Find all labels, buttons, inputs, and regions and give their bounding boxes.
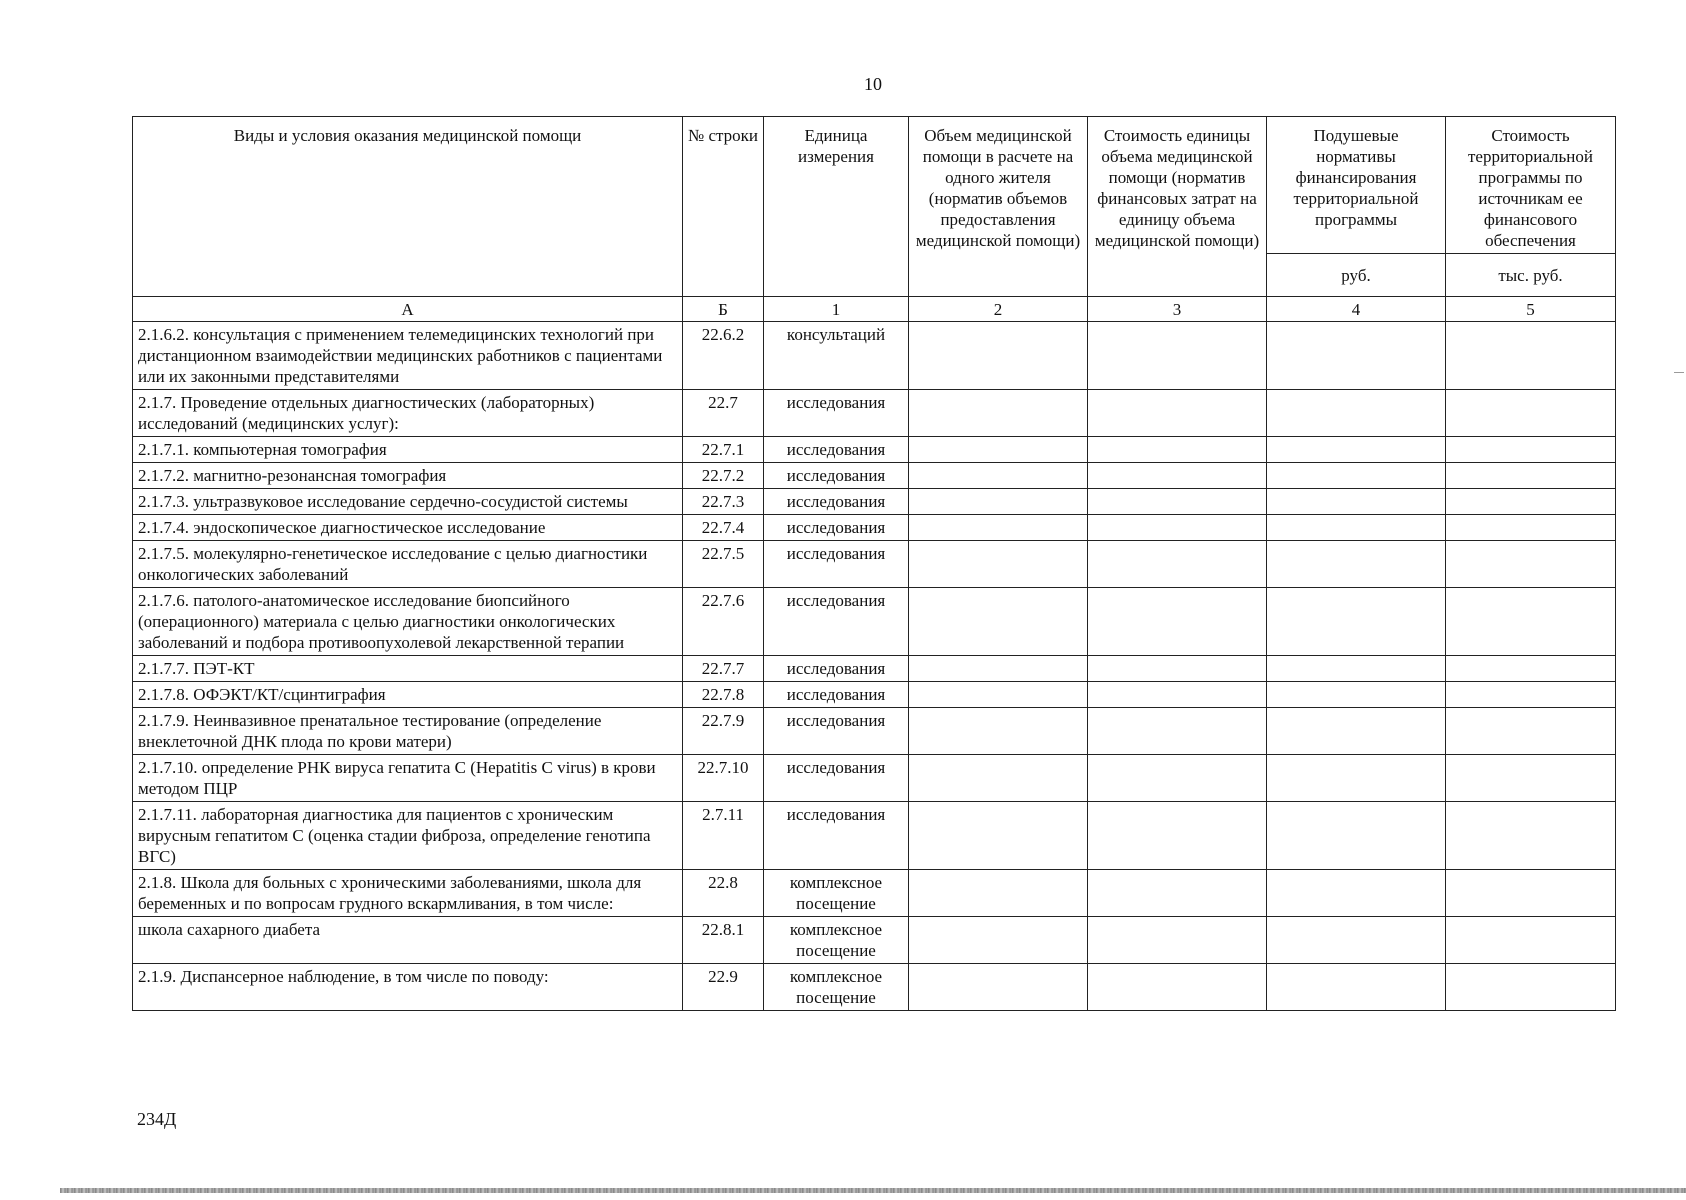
row-unit-cost-norm [1088,515,1267,541]
row-volume-norm [909,964,1088,1011]
row-per-capita-norm [1267,870,1446,917]
table-row [133,708,1616,755]
row-number: 22.8 [683,870,764,917]
index-cell: 5 [1446,297,1616,322]
row-unit-cost-norm [1088,437,1267,463]
row-per-capita-norm [1267,437,1446,463]
scan-mark [1674,372,1684,373]
row-unit: комплексное посещение [764,870,909,917]
row-program-cost [1446,708,1616,755]
index-cell: 1 [764,297,909,322]
table-row [133,802,1616,870]
row-unit-cost-norm [1088,541,1267,588]
header-care-type: Виды и условия оказания медицинской помощи [133,117,683,297]
row-unit-cost-norm [1088,390,1267,437]
row-volume-norm [909,802,1088,870]
table-row [133,463,1616,489]
row-unit-cost-norm [1088,489,1267,515]
row-program-cost [1446,682,1616,708]
header-per-capita-unit: руб. [1267,254,1446,297]
row-program-cost [1446,964,1616,1011]
row-per-capita-norm [1267,682,1446,708]
row-program-cost [1446,870,1616,917]
row-care-type: 2.1.7.8. ОФЭКТ/КТ/сцинтиграфия [133,682,683,708]
row-unit: комплексное посещение [764,964,909,1011]
row-number: 22.7 [683,390,764,437]
row-per-capita-norm [1267,708,1446,755]
row-program-cost [1446,390,1616,437]
row-program-cost [1446,656,1616,682]
row-unit-cost-norm [1088,964,1267,1011]
header-unit-cost-norm: Стоимость единицы объема медицинской помощи (норматив финансовых затрат на единицу объема медицинской помощи) [1088,117,1267,297]
row-number: 22.7.7 [683,656,764,682]
row-care-type: 2.1.7.9. Неинвазивное пренатальное тестирование (определение внеклеточной ДНК плода по крови матери) [133,708,683,755]
table-row [133,755,1616,802]
row-care-type: 2.1.7.2. магнитно-резонансная томография [133,463,683,489]
scan-edge-artifact [60,1188,1686,1193]
table-row [133,917,1616,964]
row-program-cost [1446,515,1616,541]
row-per-capita-norm [1267,322,1446,390]
row-care-type: 2.1.7.10. определение РНК вируса гепатита С (Hepatitis C virus) в крови методом ПЦР [133,755,683,802]
row-unit: исследования [764,708,909,755]
row-number: 22.7.9 [683,708,764,755]
index-cell: 3 [1088,297,1267,322]
row-unit-cost-norm [1088,682,1267,708]
row-care-type: 2.1.7.11. лабораторная диагностика для пациентов с хроническим вирусным гепатитом С (оценка стадии фиброза, определение генотипа ВГС) [133,802,683,870]
header-row [133,117,1616,254]
table-row [133,489,1616,515]
row-unit: консультаций [764,322,909,390]
row-number: 22.7.8 [683,682,764,708]
row-per-capita-norm [1267,463,1446,489]
header-row-number: № строки [683,117,764,297]
row-volume-norm [909,489,1088,515]
table-body [133,297,1616,1011]
row-unit: комплексное посещение [764,917,909,964]
row-volume-norm [909,917,1088,964]
row-program-cost [1446,322,1616,390]
row-program-cost [1446,802,1616,870]
row-volume-norm [909,437,1088,463]
row-care-type: 2.1.7.1. компьютерная томография [133,437,683,463]
table-row [133,541,1616,588]
row-care-type: 2.1.7.3. ультразвуковое исследование сердечно-сосудистой системы [133,489,683,515]
row-volume-norm [909,322,1088,390]
row-unit: исследования [764,656,909,682]
row-volume-norm [909,708,1088,755]
header-program-cost: Стоимость территориальной программы по источникам ее финансового обеспечения [1446,117,1616,254]
page-number: 10 [864,74,882,94]
table-row [133,870,1616,917]
table-row [133,588,1616,656]
row-unit: исследования [764,390,909,437]
row-volume-norm [909,870,1088,917]
row-volume-norm [909,656,1088,682]
table-row [133,390,1616,437]
row-per-capita-norm [1267,541,1446,588]
row-number: 22.8.1 [683,917,764,964]
row-unit-cost-norm [1088,463,1267,489]
row-unit: исследования [764,682,909,708]
row-unit-cost-norm [1088,870,1267,917]
row-per-capita-norm [1267,964,1446,1011]
row-program-cost [1446,489,1616,515]
row-number: 22.7.5 [683,541,764,588]
row-number: 22.7.1 [683,437,764,463]
row-number: 22.7.4 [683,515,764,541]
row-number: 2.7.11 [683,802,764,870]
row-program-cost [1446,917,1616,964]
row-unit-cost-norm [1088,917,1267,964]
row-unit-cost-norm [1088,755,1267,802]
row-care-type: 2.1.7.4. эндоскопическое диагностическое исследование [133,515,683,541]
row-per-capita-norm [1267,515,1446,541]
row-per-capita-norm [1267,489,1446,515]
row-volume-norm [909,463,1088,489]
row-volume-norm [909,515,1088,541]
row-program-cost [1446,463,1616,489]
row-care-type: 2.1.8. Школа для больных с хроническими заболеваниями, школа для беременных и по вопросам грудного вскармливания, в том числе: [133,870,683,917]
row-volume-norm [909,682,1088,708]
index-cell: 2 [909,297,1088,322]
index-cell: 4 [1267,297,1446,322]
index-cell: А [133,297,683,322]
table-row [133,682,1616,708]
row-unit: исследования [764,541,909,588]
row-volume-norm [909,390,1088,437]
row-per-capita-norm [1267,656,1446,682]
column-index-row [133,297,1616,322]
table-row [133,656,1616,682]
header-per-capita-norm: Подушевые нормативы финансирования территориальной программы [1267,117,1446,254]
medical-care-table [132,116,1616,1011]
row-program-cost [1446,755,1616,802]
table-row [133,437,1616,463]
row-per-capita-norm [1267,802,1446,870]
row-number: 22.9 [683,964,764,1011]
row-care-type: 2.1.6.2. консультация с применением телемедицинских технологий при дистанционном взаимодействии медицинских работников с пациентами или их законными представителями [133,322,683,390]
row-unit: исследования [764,463,909,489]
document-code: 234Д [137,1109,177,1129]
row-unit-cost-norm [1088,656,1267,682]
row-care-type: 2.1.7. Проведение отдельных диагностических (лабораторных) исследований (медицинских услуг): [133,390,683,437]
row-unit: исследования [764,489,909,515]
row-per-capita-norm [1267,755,1446,802]
row-number: 22.7.10 [683,755,764,802]
row-volume-norm [909,541,1088,588]
row-care-type: 2.1.7.6. патолого-анатомическое исследование биопсийного (операционного) материала с целью диагностики онкологических заболеваний и подбора противоопухолевой лекарственной терапии [133,588,683,656]
row-per-capita-norm [1267,588,1446,656]
row-unit: исследования [764,755,909,802]
row-unit-cost-norm [1088,322,1267,390]
row-program-cost [1446,541,1616,588]
row-care-type: школа сахарного диабета [133,917,683,964]
index-cell: Б [683,297,764,322]
row-care-type: 2.1.7.5. молекулярно-генетическое исследование с целью диагностики онкологических заболеваний [133,541,683,588]
row-unit-cost-norm [1088,708,1267,755]
row-volume-norm [909,755,1088,802]
row-program-cost [1446,437,1616,463]
row-number: 22.7.6 [683,588,764,656]
row-unit: исследования [764,802,909,870]
table-row [133,964,1616,1011]
row-volume-norm [909,588,1088,656]
row-unit: исследования [764,588,909,656]
row-care-type: 2.1.9. Диспансерное наблюдение, в том числе по поводу: [133,964,683,1011]
row-per-capita-norm [1267,917,1446,964]
table-row [133,515,1616,541]
header-volume-norm: Объем медицинской помощи в расчете на одного жителя (норматив объемов предоставления медицинской помощи) [909,117,1088,297]
row-number: 22.6.2 [683,322,764,390]
row-unit-cost-norm [1088,802,1267,870]
table-row [133,322,1616,390]
row-program-cost [1446,588,1616,656]
row-unit: исследования [764,515,909,541]
row-number: 22.7.2 [683,463,764,489]
row-number: 22.7.3 [683,489,764,515]
row-unit-cost-norm [1088,588,1267,656]
header-program-cost-unit: тыс. руб. [1446,254,1616,297]
row-unit: исследования [764,437,909,463]
row-per-capita-norm [1267,390,1446,437]
row-care-type: 2.1.7.7. ПЭТ-КТ [133,656,683,682]
header-unit: Единица измерения [764,117,909,297]
